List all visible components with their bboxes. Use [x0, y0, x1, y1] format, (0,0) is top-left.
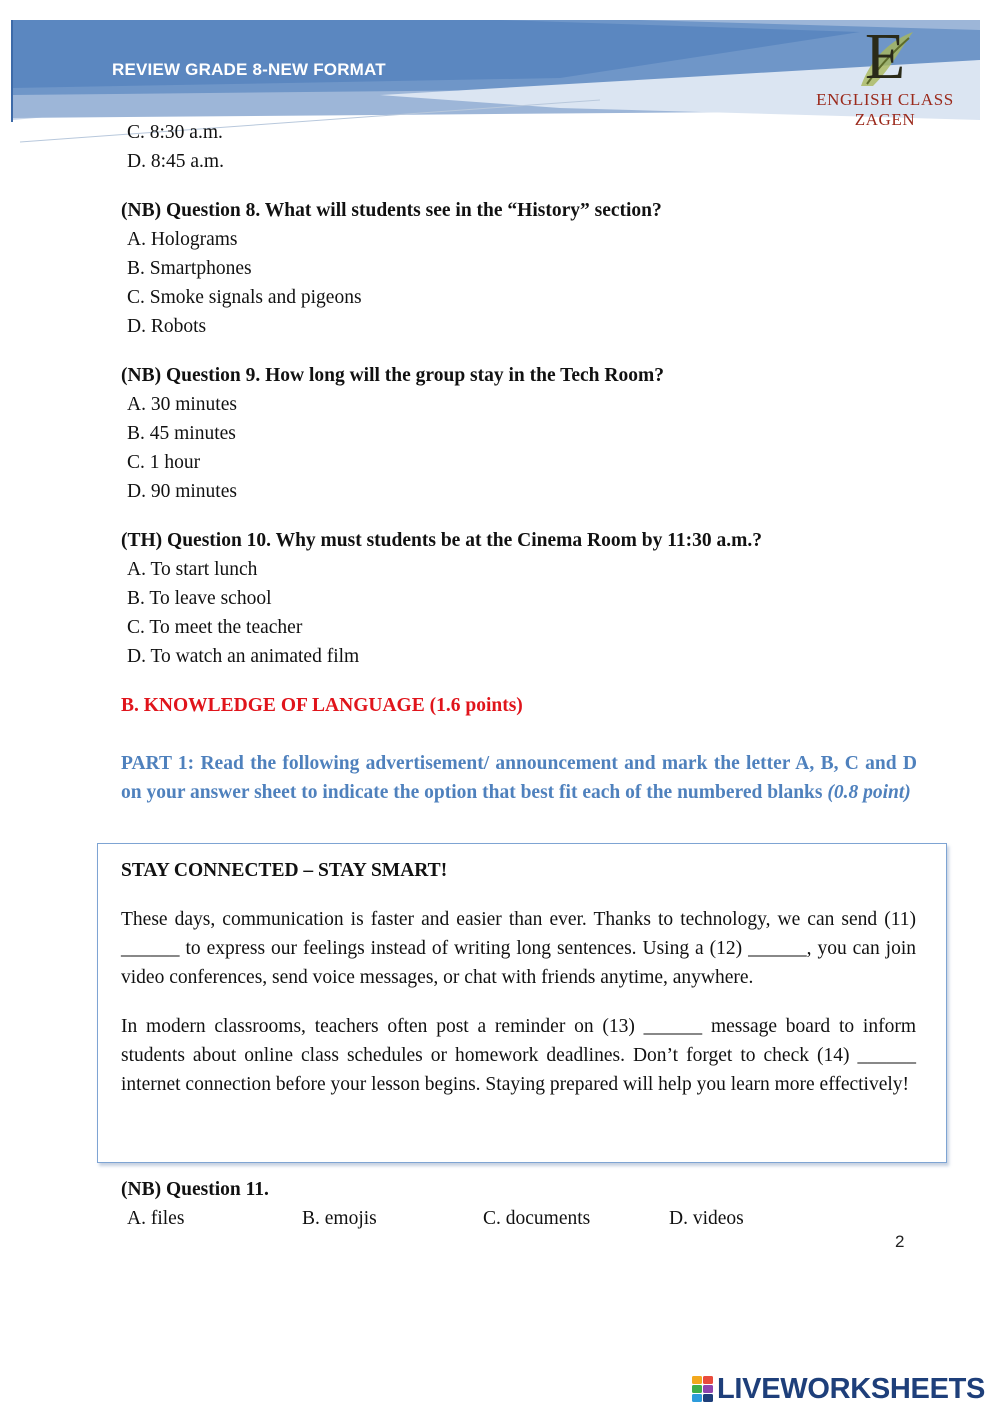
q10-option-c: C. To meet the teacher — [127, 617, 303, 638]
q9-option-d: D. 90 minutes — [127, 481, 237, 502]
q11-option-c: C. documents — [483, 1208, 591, 1229]
questions-content — [121, 118, 917, 807]
q8-option-a: A. Holograms — [127, 229, 238, 250]
question-9: (NB) Question 9. How long will the group stay in the Tech Room? — [121, 365, 664, 386]
q11-option-b: B. emojis — [302, 1208, 377, 1229]
q8-option-d: D. Robots — [127, 316, 207, 337]
question-10: (TH) Question 10. Why must students be at the Cinema Room by 11:30 a.m.? — [121, 530, 763, 551]
question-11-block — [121, 1175, 917, 1233]
english-class-zagen-logo — [795, 20, 975, 129]
part1-instruction-text: PART 1: Read the following advertisement/ announcement and mark the letter A, B, C and D on your answer sheet to indicate the option that best fit each of the numbered blanks — [121, 753, 917, 803]
q10-option-d: D. To watch an animated film — [127, 646, 360, 667]
passage-title: STAY CONNECTED – STAY SMART! — [121, 860, 448, 881]
liveworksheets-logo-icon — [692, 1376, 714, 1402]
q10-option-b: B. To leave school — [127, 588, 272, 609]
logo-text: ENGLISH CLASS ZAGEN — [816, 90, 954, 129]
liveworksheets-wordmark: LIVEWORKSHEETS — [717, 1373, 986, 1405]
question-11: (NB) Question 11. — [121, 1179, 269, 1200]
part1-points: (0.8 point) — [827, 782, 911, 803]
q7-option-d: D. 8:45 a.m. — [127, 151, 224, 172]
question-8: (NB) Question 8. What will students see in the “History” section? — [121, 200, 662, 221]
page-number: 2 — [895, 1232, 905, 1251]
q11-option-d: D. videos — [669, 1208, 744, 1229]
q11-option-a: A. files — [127, 1208, 185, 1229]
q11-options — [121, 1204, 917, 1233]
passage-paragraph-2: In modern classrooms, teachers often post a reminder on (13) ______ message board to inform students about online class schedules or homework deadlines. Don’t forget to check (14) ______ internet connection before your lesson begins. Staying prepared will help you learn more effectively! — [121, 1016, 916, 1095]
q8-option-c: C. Smoke signals and pigeons — [127, 287, 362, 308]
passage-paragraph-1: These days, communication is faster and easier than ever. Thanks to technology, we can send (11) ______ to express our feelings instead of writing long sentences. Using a (12) ______, you can join video conferences, send voice messages, or chat with friends anytime, anywhere. — [121, 909, 916, 988]
q10-option-a: A. To start lunch — [127, 559, 258, 580]
passage-box — [97, 843, 947, 1163]
q9-option-b: B. 45 minutes — [127, 423, 236, 444]
header-title: REVIEW GRADE 8-NEW FORMAT — [112, 60, 386, 79]
part1-instruction — [121, 749, 917, 807]
q7-option-c: C. 8:30 a.m. — [127, 122, 223, 143]
q9-option-c: C. 1 hour — [127, 452, 201, 473]
q9-option-a: A. 30 minutes — [127, 394, 237, 415]
section-b-heading: B. KNOWLEDGE OF LANGUAGE (1.6 points) — [121, 695, 523, 716]
q8-option-b: B. Smartphones — [127, 258, 252, 279]
logo-letter: E — [864, 20, 906, 93]
